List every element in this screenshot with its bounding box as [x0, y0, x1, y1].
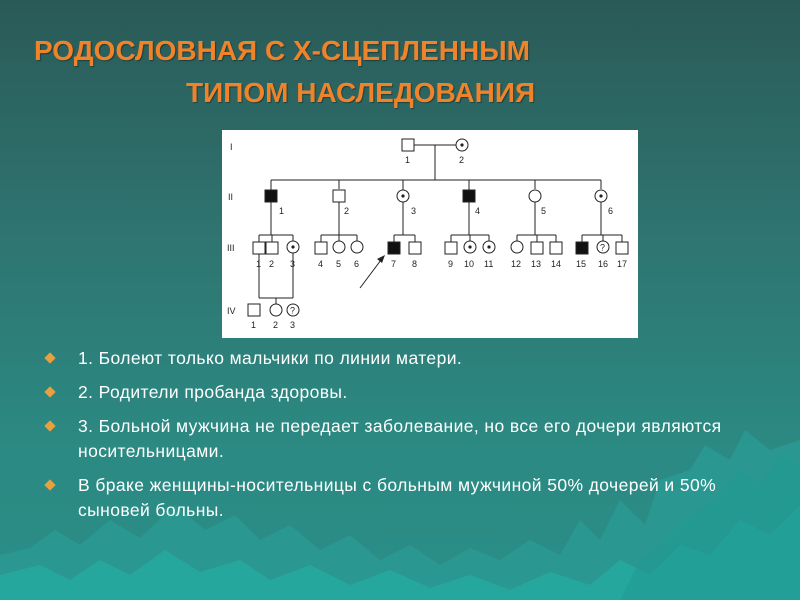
- proband-arrowhead: [377, 255, 385, 263]
- individual-number: 5: [336, 259, 342, 269]
- individual-number: 15: [576, 259, 587, 269]
- carrier-dot: [599, 194, 602, 197]
- individual-number: 5: [541, 206, 547, 216]
- individual-number: 3: [411, 206, 417, 216]
- individual-number: 8: [412, 259, 418, 269]
- individual-number: 6: [608, 206, 614, 216]
- bullet-item: [46, 380, 766, 405]
- title-line-1: РОДОСЛОВНАЯ С Х-СЦЕПЛЕННЫМ: [34, 35, 530, 66]
- male-healthy: [333, 190, 345, 202]
- male-affected: [265, 190, 277, 202]
- male-healthy: [315, 242, 327, 254]
- individual-number: 3: [290, 259, 296, 269]
- individual-number: 12: [511, 259, 522, 269]
- male-healthy: [253, 242, 265, 254]
- individual-number: 3: [290, 320, 296, 330]
- generation-label: III: [227, 243, 235, 253]
- bullet-item: [46, 346, 766, 371]
- proband-arrow: [360, 260, 381, 288]
- male-healthy: [248, 304, 260, 316]
- individual-number: 2: [269, 259, 275, 269]
- individual-number: 6: [354, 259, 360, 269]
- individual-number: 1: [256, 259, 262, 269]
- male-healthy: [266, 242, 278, 254]
- male-healthy: [616, 242, 628, 254]
- female-healthy: [351, 241, 363, 253]
- generation-label: II: [228, 192, 234, 202]
- individual-number: 16: [598, 259, 609, 269]
- individual-number: 2: [344, 206, 350, 216]
- bullet-text: В браке женщины-носительницы с больным мужчиной 50% дочерей и 50% сыновей больны.: [78, 475, 717, 520]
- individual-number: 14: [551, 259, 562, 269]
- carrier-dot: [291, 245, 294, 248]
- individual-number: 2: [273, 320, 279, 330]
- individual-number: 17: [617, 259, 628, 269]
- female-healthy: [333, 241, 345, 253]
- male-affected-proband: [388, 242, 400, 254]
- male-healthy: [550, 242, 562, 254]
- bullet-text: 1. Болеют только мальчики по линии матери.: [78, 348, 463, 368]
- carrier-dot: [460, 143, 463, 146]
- male-healthy: [409, 242, 421, 254]
- bullet-list: [46, 346, 766, 532]
- individual-number: 1: [279, 206, 285, 216]
- individual-number: 7: [391, 259, 397, 269]
- individual-number: 4: [475, 206, 481, 216]
- individual-number: 9: [448, 259, 454, 269]
- carrier-dot: [468, 245, 471, 248]
- pedigree-chart: [222, 130, 638, 338]
- individual-number: 13: [531, 259, 542, 269]
- male-affected: [463, 190, 475, 202]
- female-healthy: [511, 241, 523, 253]
- bullet-text: 2. Родители пробанда здоровы.: [78, 382, 348, 402]
- question-mark: ?: [600, 242, 606, 253]
- bullet-text: 3. Больной мужчина не передает заболевание, но все его дочери являются носительницами.: [78, 416, 722, 461]
- carrier-dot: [401, 194, 404, 197]
- question-mark: ?: [290, 305, 296, 316]
- bullet-item: [46, 414, 766, 464]
- title-line-2: ТИПОМ НАСЛЕДОВАНИЯ: [186, 77, 536, 108]
- male-healthy: [402, 139, 414, 151]
- male-healthy: [445, 242, 457, 254]
- individual-number: 1: [251, 320, 257, 330]
- male-healthy: [531, 242, 543, 254]
- generation-label: I: [230, 142, 233, 152]
- female-healthy: [529, 190, 541, 202]
- individual-number: 4: [318, 259, 324, 269]
- generation-label: IV: [227, 306, 236, 316]
- bullet-item: [46, 473, 766, 523]
- carrier-dot: [487, 245, 490, 248]
- male-affected: [576, 242, 588, 254]
- individual-number: 11: [484, 259, 494, 269]
- individual-number: 2: [459, 155, 465, 165]
- female-healthy: [270, 304, 282, 316]
- individual-number: 1: [405, 155, 411, 165]
- individual-number: 10: [464, 259, 475, 269]
